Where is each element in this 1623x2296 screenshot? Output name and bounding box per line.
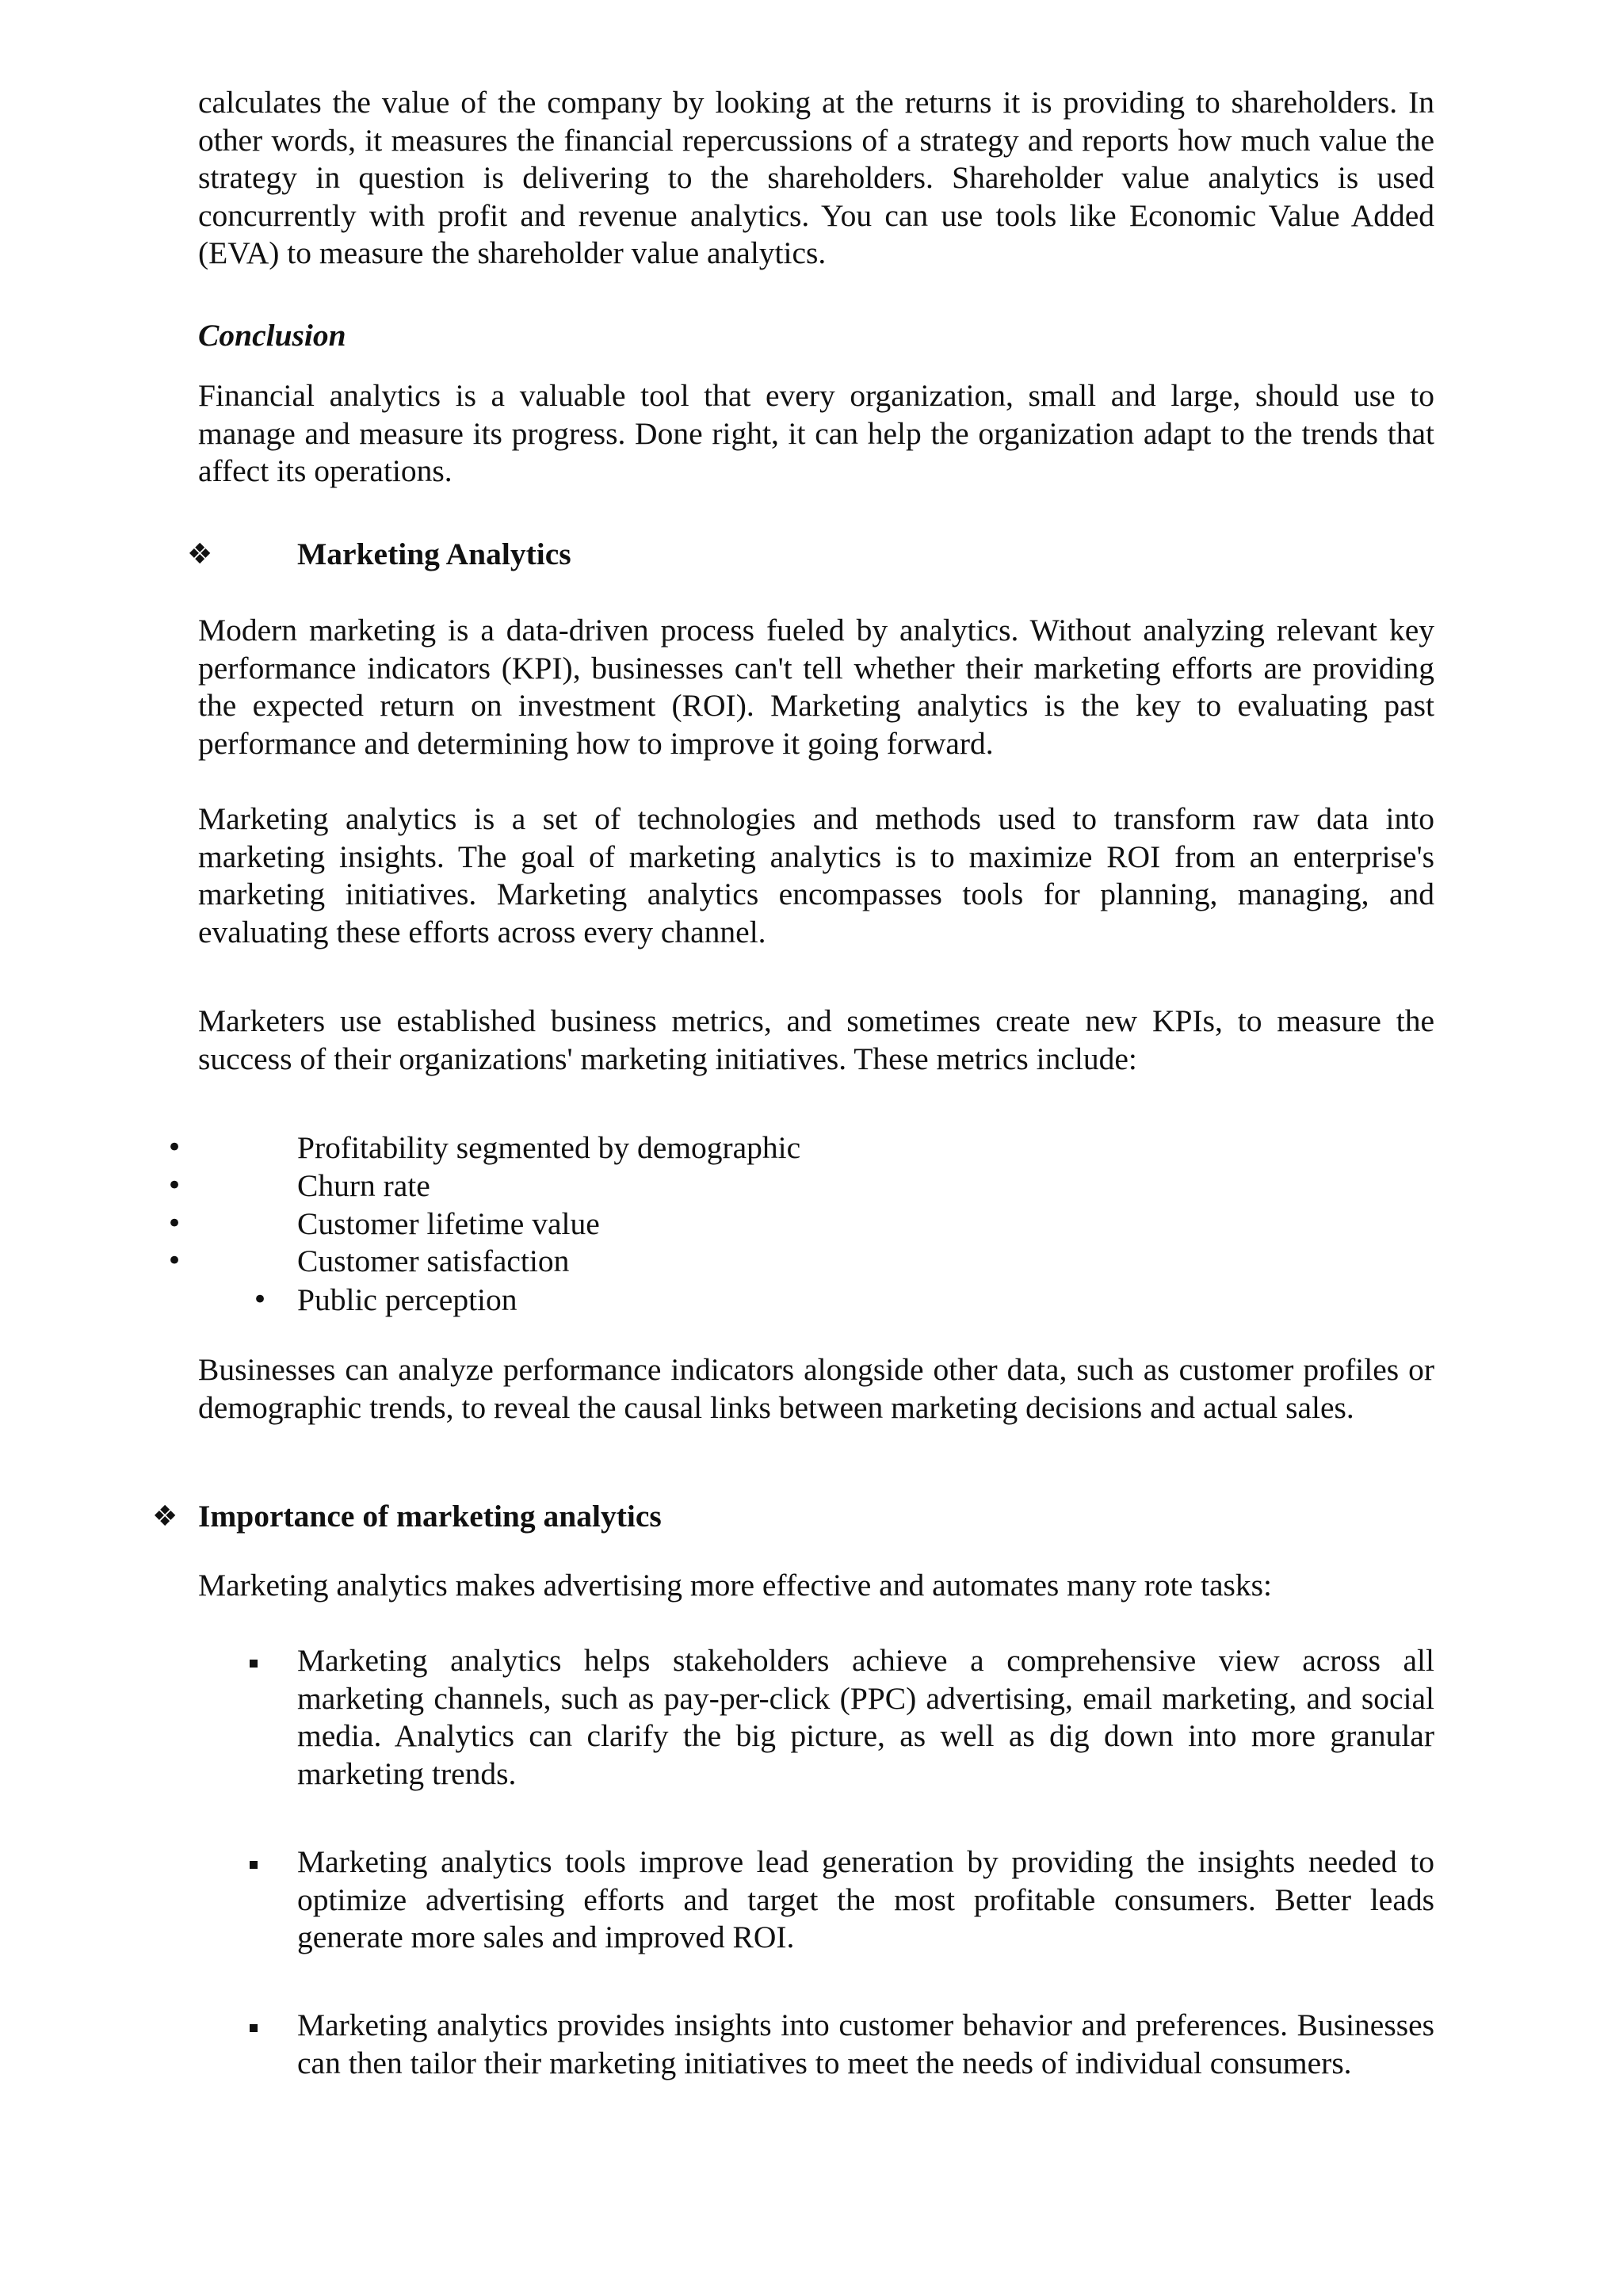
round-bullet-icon: • [166,1132,183,1163]
square-bullet-icon [250,1861,258,1869]
section-marker-icon: ❖ [187,538,213,571]
round-bullet-icon: • [166,1245,183,1277]
square-bullet-icon [250,2024,258,2032]
importance-intro: Marketing analytics makes advertising more effective and automates many rote tasks: [198,1568,1272,1603]
metric-item: Churn rate [297,1168,430,1203]
round-bullet-icon: • [166,1170,183,1201]
section-marker-icon: ❖ [152,1500,178,1533]
importance-heading: Importance of marketing analytics [198,1499,662,1534]
metric-item: Public perception [297,1282,517,1317]
intro-paragraph: calculates the value of the company by looking at the returns it is providing to shareholders. In other words, it measures the financial repercussions of a strategy and reports how much value the strategy in question is delivering to the shareholders. Shareholder value analytics is used concurrently with profit and revenue analytics. You can use tools like Economic Value Added (EVA) to measure the shareholder value analytics. [198,85,1434,271]
importance-point: Marketing analytics helps stakeholders achieve a comprehensive view across all marketing channels, such as pay-per-click (PPC) advertising, email marketing, and social media. Analytics can clarify the big picture, as well as dig down into more granular marketing trends. [297,1643,1434,1791]
metric-item: Customer lifetime value [297,1206,600,1241]
marketing-paragraph-1: Modern marketing is a data-driven process fueled by analytics. Without analyzing relevant key performance indicators (KPI), businesses can't tell whether their marketing efforts are providing the expected return on investment (ROI). Marketing analytics is the key to evaluating past performance and determining how to improve it going forward. [198,613,1434,761]
square-bullet-icon [250,1660,258,1668]
marketing-paragraph-2: Marketing analytics is a set of technologies and methods used to transform raw data into marketing insights. The goal of marketing analytics is to maximize ROI from an enterprise's marketing initiatives. Marketing analytics encompasses tools for planning, managing, and evaluating these efforts across every channel. [198,801,1434,949]
marketing-paragraph-3: Marketers use established business metrics, and sometimes create new KPIs, to measure the success of their organizations' marketing initiatives. These metrics include: [198,1003,1434,1076]
conclusion-paragraph: Financial analytics is a valuable tool that every organization, small and large, should use to manage and measure its progress. Done right, it can help the organization adapt to the trends that affect its operations. [198,378,1434,489]
metric-item: Profitability segmented by demographic [297,1130,801,1165]
importance-point: Marketing analytics provides insights into customer behavior and preferences. Businesses can then tailor their marketing initiatives to meet the needs of individual consumers. [297,2008,1434,2080]
metric-item: Customer satisfaction [297,1244,570,1278]
round-bullet-icon: • [252,1284,269,1316]
importance-point: Marketing analytics tools improve lead generation by providing the insights needed to optimize advertising efforts and target the most profitable consumers. Better leads generate more sales and improved ROI. [297,1844,1434,1955]
conclusion-heading: Conclusion [198,318,346,353]
round-bullet-icon: • [166,1208,183,1240]
marketing-analytics-heading: Marketing Analytics [297,537,571,571]
marketing-paragraph-4: Businesses can analyze performance indicators alongside other data, such as customer profiles or demographic trends, to reveal the causal links between marketing decisions and actual sales. [198,1352,1434,1425]
